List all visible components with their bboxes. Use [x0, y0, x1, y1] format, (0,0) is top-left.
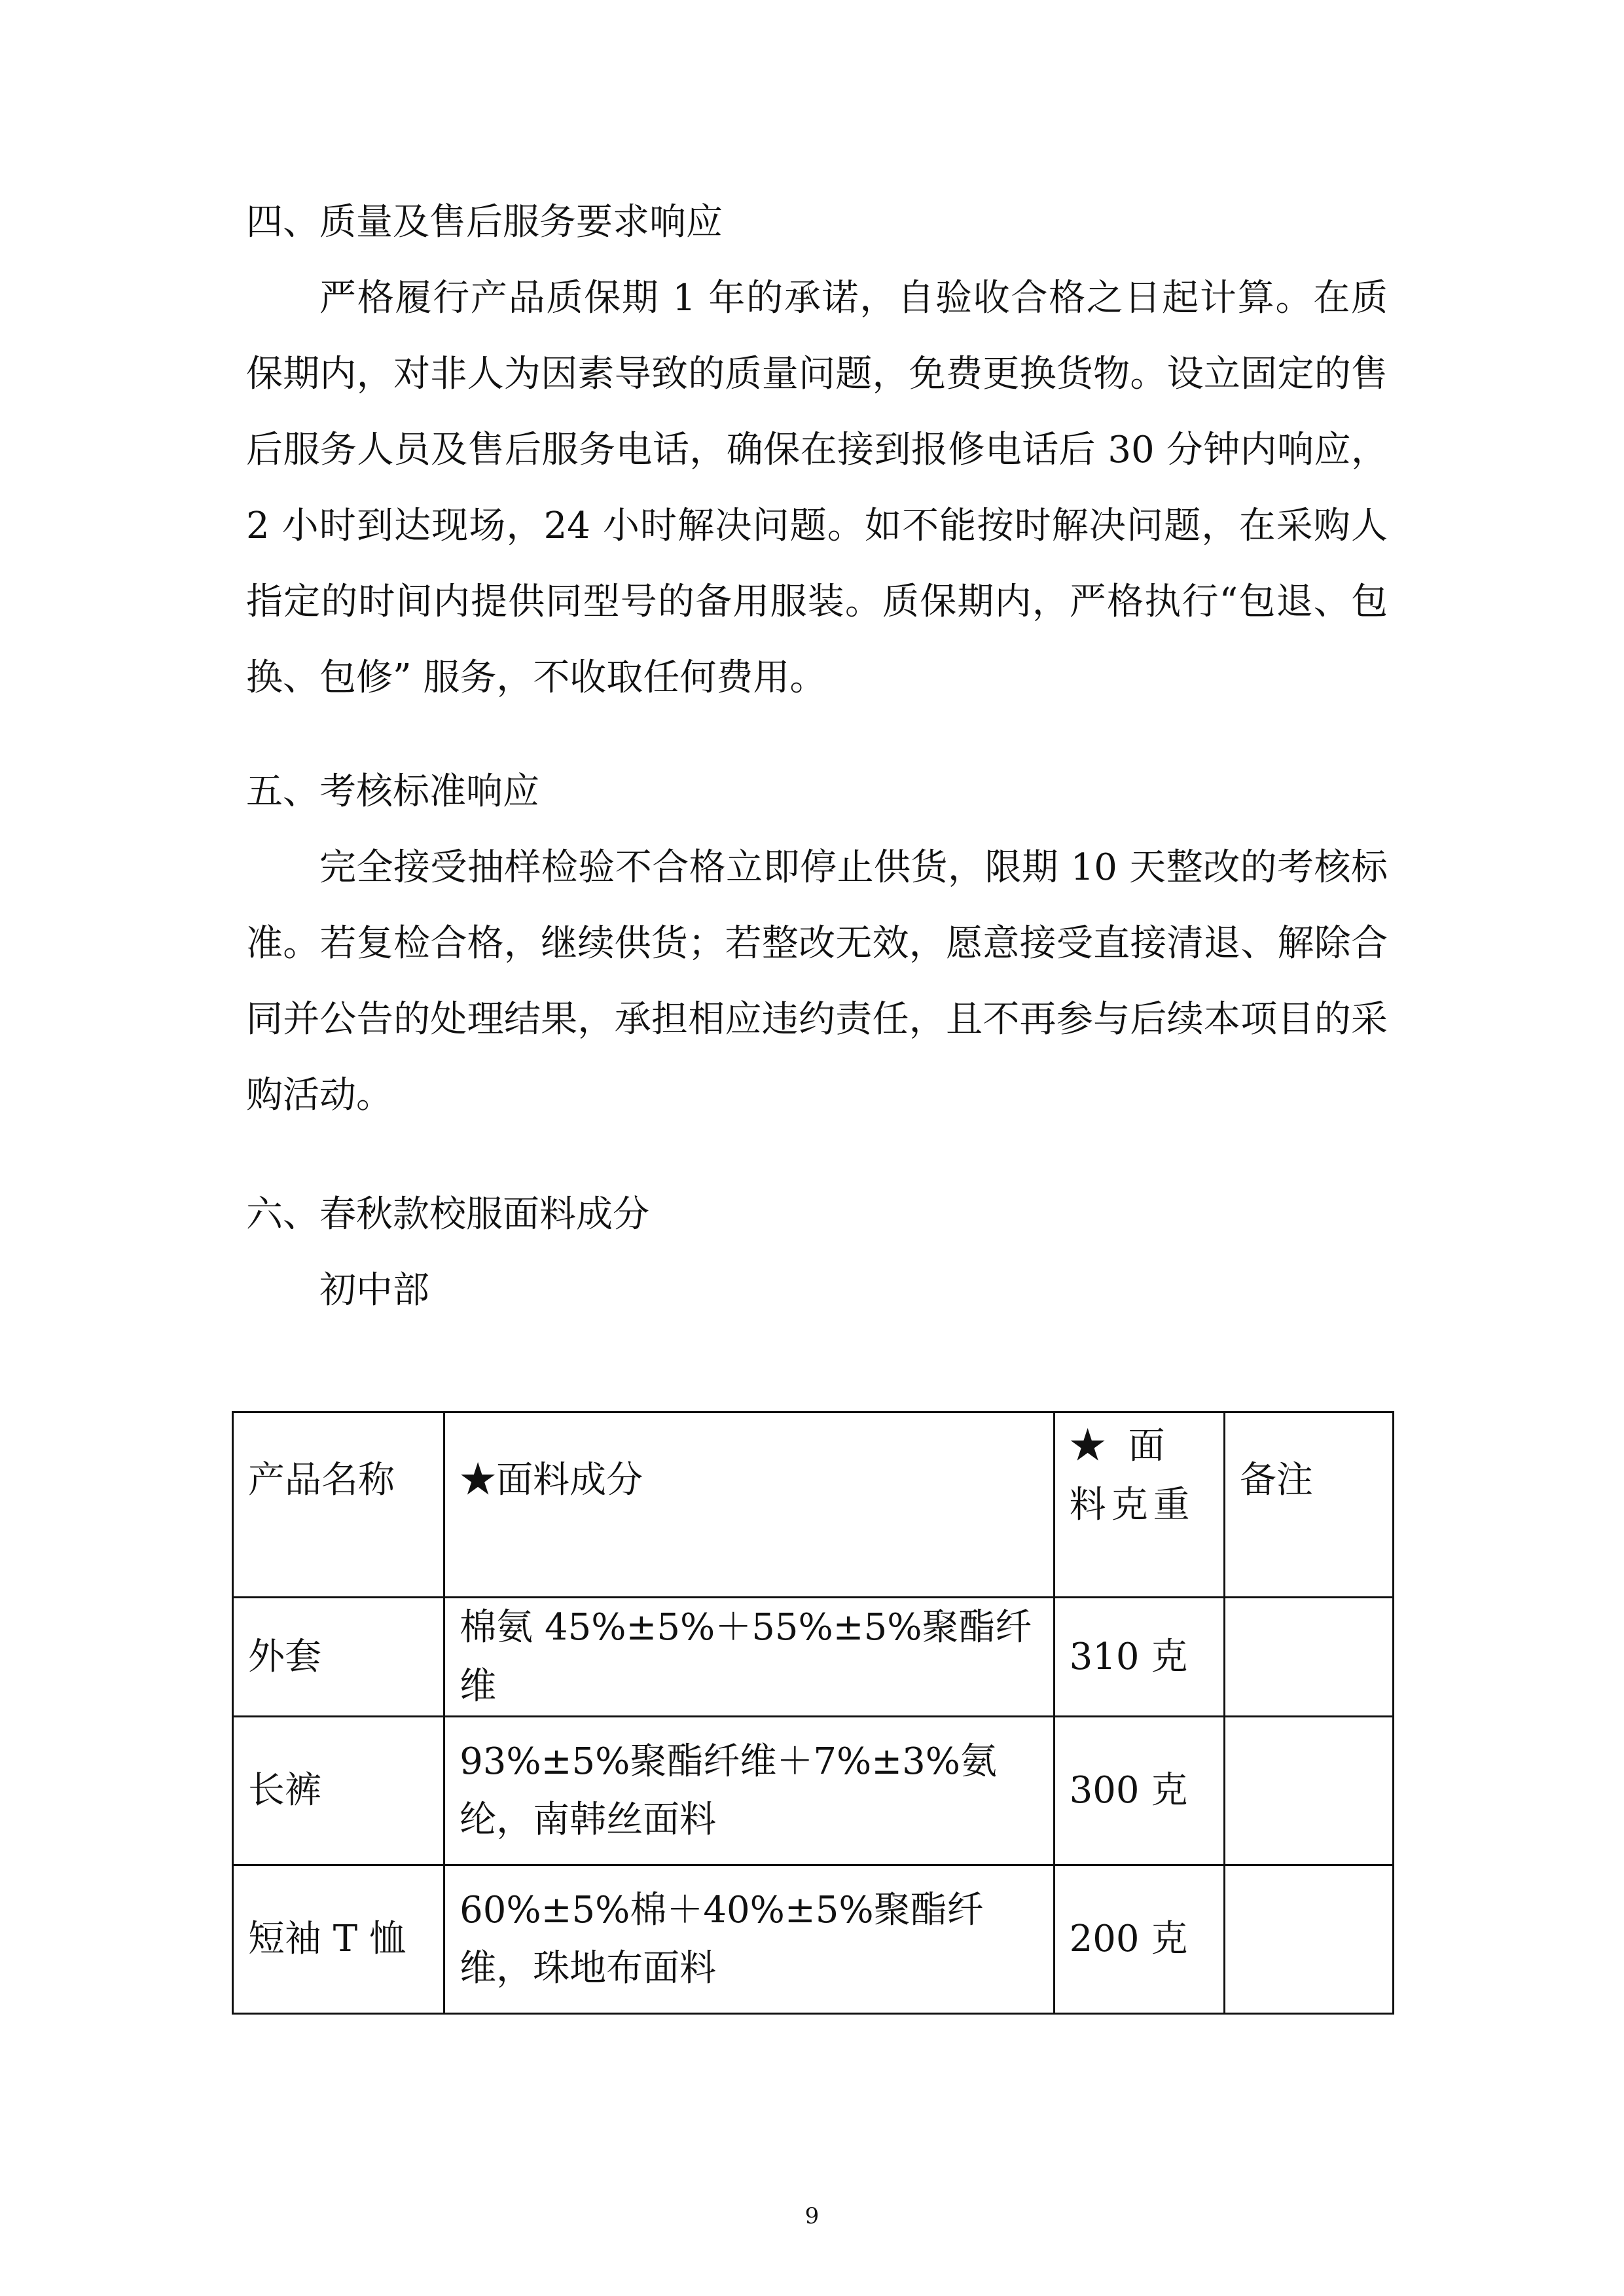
table-row	[233, 1865, 1394, 2014]
header-remarks: 备注	[1224, 1412, 1393, 1598]
cell-remarks	[1224, 1865, 1393, 2014]
cell-product-name: 短袖 T 恤	[233, 1865, 444, 2014]
cell-product-name: 长裤	[233, 1717, 444, 1865]
header-fabric-weight: ★ 面 料克重	[1054, 1412, 1224, 1598]
header-product-name: 产品名称	[233, 1412, 444, 1598]
section-6-subheading: 初中部	[319, 1269, 429, 1312]
table-header-row	[233, 1412, 1394, 1598]
section-4-paragraph: 严格履行产品质保期 1 年的承诺，自验收合格之日起计算。在质保期内，对非人为因素导致的质量问题，免费更换货物。设立固定的售后服务人员及售后服务电话，确保在接到报修电话后 30 分钟内响应，2 小时到达现场，24 小时解决问题。如不能按时解决问题，在采购人指定的时间内提供同型号的备用服装。质保期内，严格执行“包退、包换、包修” 服务，不收取任何费用。	[246, 277, 1388, 699]
cell-fabric-weight: 300 克	[1054, 1717, 1224, 1865]
section-4-heading: 四、质量及售后服务要求响应	[246, 201, 723, 243]
section-5-heading: 五、考核标准响应	[246, 770, 539, 813]
section-5-paragraph: 完全接受抽样检验不合格立即停止供货，限期 10 天整改的考核标准。若复检合格，继续供货；若整改无效，愿意接受直接清退、解除合同并公告的处理结果，承担相应违约责任，且不再参与后续本项目的采购活动。	[246, 846, 1388, 1117]
fabric-composition-table	[232, 1411, 1394, 2015]
table-row	[233, 1598, 1394, 1717]
cell-product-name: 外套	[233, 1598, 444, 1717]
cell-fabric-weight: 200 克	[1054, 1865, 1224, 2014]
table-row	[233, 1717, 1394, 1865]
cell-fabric-weight: 310 克	[1054, 1598, 1224, 1717]
section-6-heading: 六、春秋款校服面料成分	[246, 1193, 649, 1236]
cell-fabric-composition: 60%±5%棉＋40%±5%聚酯纤维，珠地布面料	[444, 1865, 1055, 2014]
cell-fabric-composition: 棉氨 45%±5%＋55%±5%聚酯纤维	[444, 1598, 1055, 1717]
header-fabric-composition: ★面料成分	[444, 1412, 1055, 1598]
cell-remarks	[1224, 1717, 1393, 1865]
cell-remarks	[1224, 1598, 1393, 1717]
page-number: 9	[804, 2203, 820, 2229]
cell-fabric-composition: 93%±5%聚酯纤维＋7%±3%氨纶，南韩丝面料	[444, 1717, 1055, 1865]
